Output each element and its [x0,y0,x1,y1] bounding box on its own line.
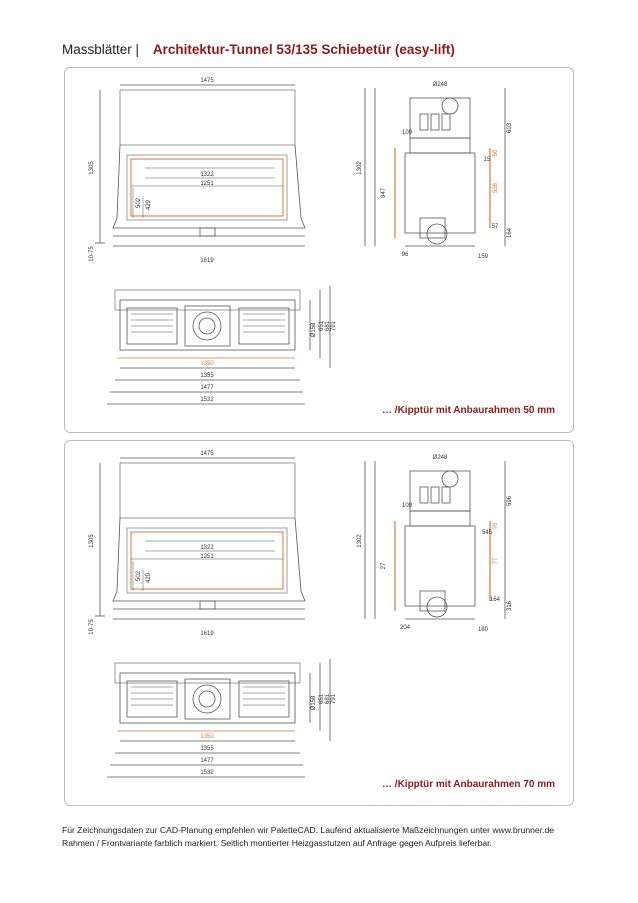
technical-drawing [65,68,573,432]
dim-label: 791 [331,320,337,332]
dim-label: 1475 [200,451,214,457]
dim-label: 651 [319,320,325,332]
dim-label: 1302 [357,161,363,175]
dim-label: 109 [401,130,413,136]
dim-label: 1355 [200,746,214,752]
front-view [95,85,305,246]
dim-label: 164 [489,597,501,603]
footer-notes [62,824,582,850]
dim-label: Ø158 [311,322,317,338]
dim-label: 603 [507,122,513,134]
dim-label: 316 [507,600,513,612]
dim-label: 15 [483,157,491,163]
dim-label: 1477 [200,385,214,391]
dim-label: 1350 [200,361,214,367]
dim-label: 77 [493,557,499,565]
dim-label: 109 [401,503,413,509]
plan-view [107,659,330,777]
dim-label: 1251 [200,554,214,560]
dim-label: 27 [381,562,387,570]
dim-label: 502 [136,570,142,582]
dim-label: 847 [381,187,387,199]
side-view [365,88,505,246]
plan-view [107,286,330,404]
dim-label: 1305 [89,534,95,548]
dim-label: 96 [401,252,409,258]
dim-label: 204 [399,625,411,631]
dim-label: 1619 [200,631,214,637]
dim-label: 1350 [200,734,214,740]
front-view [95,458,305,619]
panel-caption: … /Kipptür mit Anbaurahmen 70 mm [382,779,555,790]
dim-label: 1305 [89,161,95,175]
header-section: Massblätter | [62,42,140,57]
dim-label: 1322 [200,172,214,178]
dim-label: 429 [146,572,152,584]
dim-label: 791 [331,693,337,705]
dim-label: 596 [507,495,513,507]
dim-label: 1532 [200,770,214,776]
footer-line-1: Für Zeichnungsdaten zur CAD-Planung empfehlen wir PaletteCAD. Laufend aktualisierte Maßzeichnungen unter www.brunner.de [62,825,555,835]
dim-label: 164 [507,227,513,239]
dim-label: 651 [319,693,325,705]
dim-label: 429 [146,199,152,211]
dim-label: 57 [491,224,499,230]
drawing-panel-2 [64,440,574,806]
dim-label: 681 [325,693,331,705]
dim-label: 1302 [357,534,363,548]
dim-label: Ø248 [432,455,448,461]
header-title: Architektur-Tunnel 53/135 Schiebetür (easy-lift) [152,42,455,57]
dim-label: 1355 [200,373,214,379]
dim-label: 10-75 [89,619,95,635]
dim-label: 545 [481,530,493,536]
dim-label: 10-75 [89,246,95,262]
dim-label: 1251 [200,181,214,187]
dim-label: 1532 [200,397,214,403]
dim-label: 159 [477,254,489,260]
dim-label: 538 [493,182,499,194]
dim-label: Ø158 [311,695,317,711]
dim-label: 180 [477,627,489,633]
dim-label: 502 [136,197,142,209]
dim-label: 1322 [200,545,214,551]
dim-label: 1619 [200,258,214,264]
dim-label: 1477 [200,758,214,764]
dim-label: 70 [493,522,499,530]
dim-label: 1475 [200,78,214,84]
footer-line-2: Rahmen / Frontvariante farblich markiert. Seitlich montierter Heizgasstutzen auf Anfrage gegen Aufpreis lieferbar. [62,838,492,848]
technical-drawing [65,441,573,805]
side-view [365,461,505,619]
dim-label: 681 [325,320,331,332]
page-header [62,42,455,57]
drawing-panel-1 [64,67,574,433]
dim-label: Ø248 [432,82,448,88]
dim-label: 50 [493,149,499,157]
panel-caption: … /Kipptür mit Anbaurahmen 50 mm [382,405,555,416]
